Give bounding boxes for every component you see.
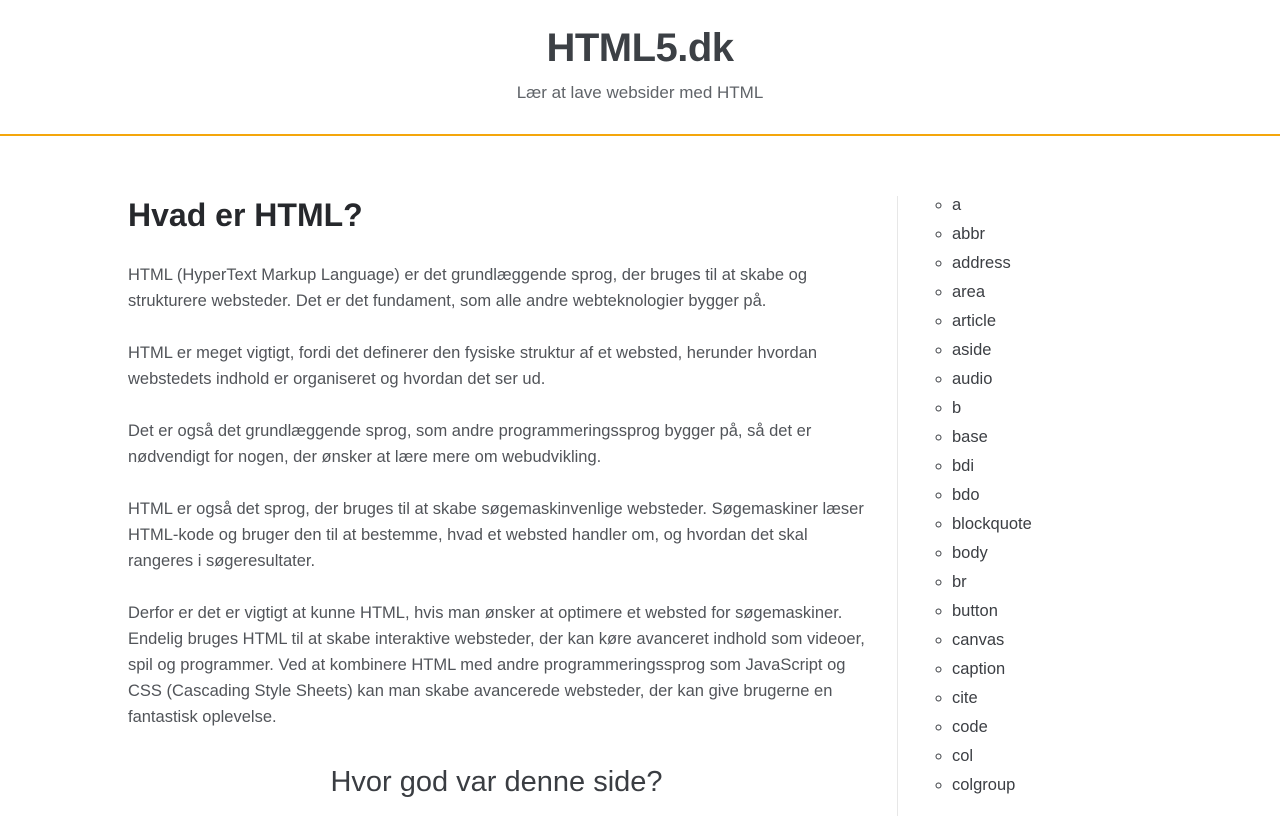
sidebar	[897, 196, 1280, 816]
article-paragraph: HTML er også det sprog, der bruges til at skabe søgemaskinvenlige websteder. Søgemaskiner læser HTML-kode og bruger den til at bestemme, hvad et websted handler om, og hvordan det skal rangeres i søgeresultater.	[128, 500, 864, 570]
html-tag-list-item	[952, 776, 1280, 794]
html-tag-link[interactable]: bdo	[952, 486, 980, 504]
html-tag-list-item	[952, 283, 1280, 301]
html-tag-list-item	[952, 631, 1280, 649]
html-tag-list-item	[952, 486, 1280, 504]
html-tag-link[interactable]: base	[952, 428, 988, 446]
html-tag-list-item	[952, 660, 1280, 678]
html-tag-list-item	[952, 196, 1280, 214]
article-paragraph: HTML er meget vigtigt, fordi det definerer den fysiske struktur af et websted, herunder hvordan webstedets indhold er organiseret og hvordan det ser ud.	[128, 344, 818, 388]
site-header	[0, 0, 1280, 136]
html-tag-link[interactable]: colgroup	[952, 776, 1016, 794]
article-paragraph: Derfor er det er vigtigt at kunne HTML, hvis man ønsker at optimere et websted for søgemaskiner. Endelig bruges HTML til at skabe interaktive websteder, der kan køre avanceret indhold som videoer, spil og programmer. Ved at kombinere HTML med andre programmeringssprog som JavaScript og CSS (Cascading Style Sheets) kan man skabe avancerede websteder, der kan give brugerne en fantastisk oplevelse.	[128, 604, 865, 726]
html-tag-list-item	[952, 399, 1280, 417]
html-tag-link[interactable]: bdi	[952, 457, 975, 475]
html-tag-list-item	[952, 544, 1280, 562]
html-tag-list-item	[952, 602, 1280, 620]
html-tag-link[interactable]: code	[952, 718, 988, 736]
site-title-link[interactable]: HTML5.dk	[546, 26, 734, 70]
main-article	[128, 196, 865, 816]
html-tag-list-item	[952, 312, 1280, 330]
html-tag-link[interactable]: article	[952, 312, 997, 330]
site-tagline: Lær at lave websider med HTML	[516, 83, 764, 102]
html-tag-list-item	[952, 689, 1280, 707]
article-heading: Hvad er HTML?	[128, 197, 363, 233]
rating-heading: Hvor god var denne side?	[330, 766, 663, 798]
html-tag-link[interactable]: canvas	[952, 631, 1005, 649]
html-tag-link[interactable]: col	[952, 747, 974, 765]
html-tag-list-item	[952, 428, 1280, 446]
html-tag-list-item	[952, 225, 1280, 243]
html-tag-link[interactable]: b	[952, 399, 962, 417]
article-body	[128, 262, 865, 730]
html-tag-list-item	[952, 515, 1280, 533]
html-tag-link[interactable]: button	[952, 602, 998, 620]
html-tag-list-item	[952, 370, 1280, 388]
html-tag-list	[935, 196, 1280, 794]
html-tag-list-item	[952, 341, 1280, 359]
html-tag-link[interactable]: abbr	[952, 225, 986, 243]
article-paragraph: HTML (HyperText Markup Language) er det grundlæggende sprog, der bruges til at skabe og strukturere websteder. Det er det fundament, som alle andre webteknologier bygger på.	[128, 266, 808, 310]
html-tag-list-item	[952, 573, 1280, 591]
html-tag-list-item	[952, 457, 1280, 475]
content-area	[0, 196, 1280, 816]
html-tag-link[interactable]: a	[952, 196, 962, 214]
html-tag-list-item	[952, 747, 1280, 765]
html-tag-list-item	[952, 254, 1280, 272]
html-tag-link[interactable]: cite	[952, 689, 978, 707]
html-tag-list-item	[952, 718, 1280, 736]
html-tag-link[interactable]: aside	[952, 341, 992, 359]
html-tag-link[interactable]: audio	[952, 370, 993, 388]
article-paragraph: Det er også det grundlæggende sprog, som andre programmeringssprog bygger på, så det er nødvendigt for nogen, der ønsker at lære mere om webudvikling.	[128, 422, 812, 466]
html-tag-link[interactable]: blockquote	[952, 515, 1032, 533]
html-tag-link[interactable]: body	[952, 544, 988, 562]
html-tag-link[interactable]: caption	[952, 660, 1006, 678]
html-tag-link[interactable]: area	[952, 283, 986, 301]
html-tag-link[interactable]: br	[952, 573, 967, 591]
html-tag-link[interactable]: address	[952, 254, 1011, 272]
